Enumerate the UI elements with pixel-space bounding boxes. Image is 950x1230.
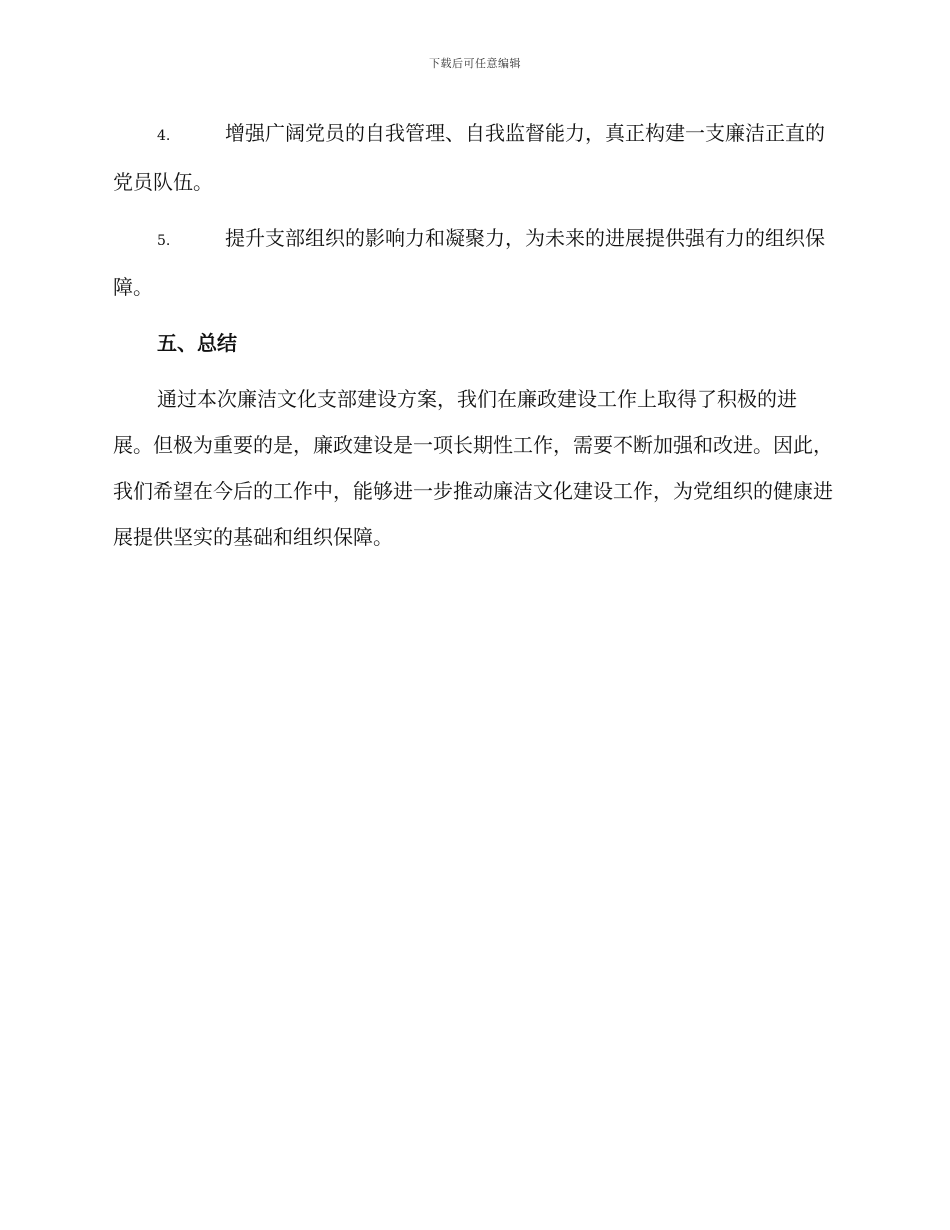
section-heading: 五、总结 xyxy=(157,331,237,355)
summary-paragraph: 通过本次廉洁文化支部建设方案，我们在廉政建设工作上取得了积极的进展。但极为重要的是，廉政建设是一项长期性工作，需要不断加强和改进。因此，我们希望在今后的工作中，能够进一步推动廉洁文化建设工作，为党组织的健康进展提供坚实的基础和组织保障。 xyxy=(113,387,833,549)
list-item-text: 增强广阔党员的自我管理、自我监督能力，真正构建一支廉洁正直的党员队伍。 xyxy=(113,121,825,194)
list-number: 4. xyxy=(157,128,171,144)
header-note: 下载后可任意编辑 xyxy=(429,57,521,70)
list-item-4 xyxy=(113,110,835,205)
list-item-text: 提升支部组织的影响力和凝聚力，为未来的进展提供强有力的组织保障。 xyxy=(113,226,825,299)
list-item-5 xyxy=(113,215,835,310)
list-number: 5. xyxy=(157,233,171,249)
document-body xyxy=(113,110,835,560)
